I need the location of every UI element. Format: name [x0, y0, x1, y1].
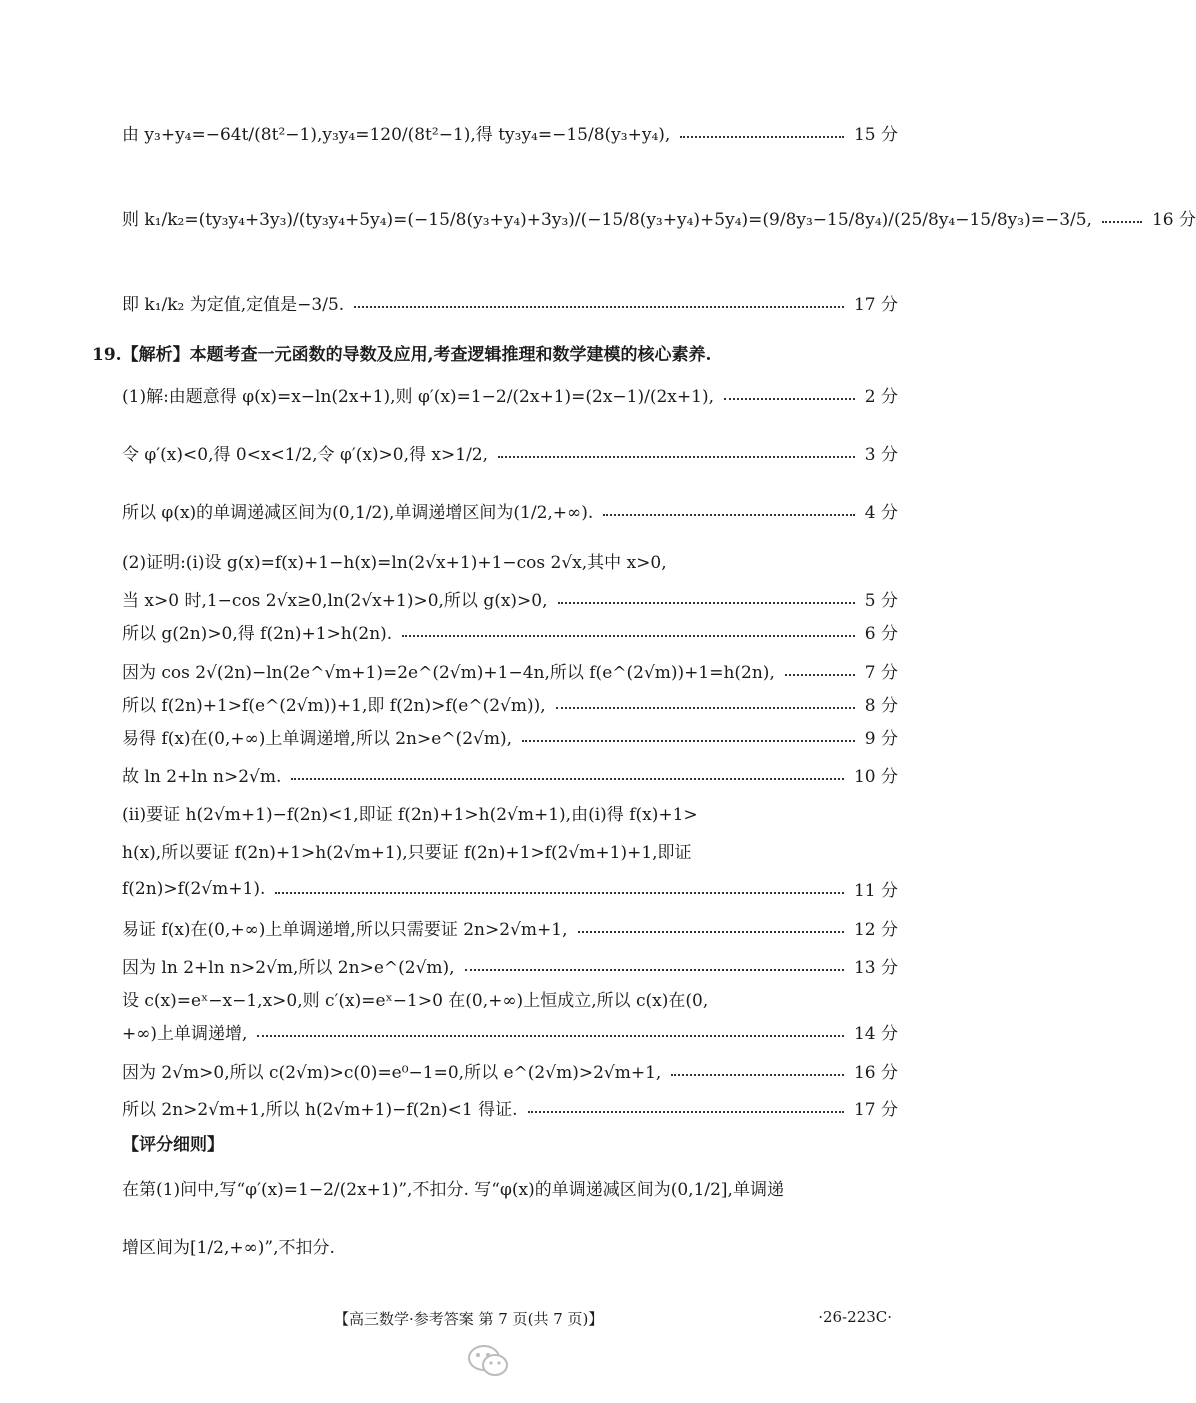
solution-line [122, 691, 898, 716]
solution-line [122, 762, 898, 787]
score-label: 13 分 [853, 958, 898, 978]
solution-text: 即 k₁/k₂ 为定值,定值是−3/5. [122, 295, 345, 315]
text-line: h(x),所以要证 f(2n)+1>h(2√m+1),只要证 f(2n)+1>f(2√m+1)+1,即证 [122, 843, 692, 863]
solution-text: 则 k₁/k₂=(ty₃y₄+3y₃)/(ty₃y₄+5y₄)=(−15/8(y₃+y₄)+3y₃)/(−15/8(y₃+y₄)+5y₄)=(9/8y₃−15/8y₄)/(25/8y₄−15/8y₃)=−3/5, [122, 210, 1092, 230]
solution-text: 由 y₃+y₄=−64t/(8t²−1),y₃y₄=120/(8t²−1),得 ty₃y₄=−15/8(y₃+y₄), [122, 125, 671, 145]
solution-line [122, 1095, 898, 1120]
dot-leader [556, 707, 855, 709]
score-label: 17 分 [853, 1100, 898, 1120]
score-label: 8 分 [864, 696, 898, 716]
solution-text: f(2n)>f(2√m+1). [122, 878, 266, 899]
solution-line [122, 915, 898, 940]
dot-leader [498, 456, 855, 458]
solution-text: 令 φ′(x)<0,得 0<x<1/2,令 φ′(x)>0,得 x>1/2, [122, 445, 489, 465]
dot-leader [1102, 221, 1142, 223]
solution-text: 易得 f(x)在(0,+∞)上单调递增,所以 2n>e^(2√m), [122, 729, 512, 749]
score-label: 16 分 [1151, 210, 1196, 230]
solution-text: 因为 2√m>0,所以 c(2√m)>c(0)=e⁰−1=0,所以 e^(2√m)>2√m+1, [122, 1063, 662, 1083]
solution-text: 所以 f(2n)+1>f(e^(2√m))+1,即 f(2n)>f(e^(2√m)), [122, 696, 546, 716]
dot-leader [558, 602, 855, 604]
dot-leader [291, 778, 844, 780]
solution-line [122, 120, 898, 145]
dot-leader [402, 635, 855, 637]
score-label: 6 分 [864, 624, 898, 644]
dot-leader [671, 1074, 844, 1076]
text-line: 设 c(x)=eˣ−x−1,x>0,则 c′(x)=eˣ−1>0 在(0,+∞)上恒成立,所以 c(x)在(0, [122, 991, 709, 1011]
text-line: 增区间为[1/2,+∞)”,不扣分. [122, 1238, 335, 1258]
solution-text: (1)解:由题意得 φ(x)=x−ln(2x+1),则 φ′(x)=1−2/(2x+1)=(2x−1)/(2x+1), [122, 387, 714, 407]
score-label: 12 分 [853, 920, 898, 940]
score-label: 2 分 [864, 387, 898, 407]
solution-text: 因为 cos 2√(2n)−ln(2e^√m+1)=2e^(2√m)+1−4n,所以 f(e^(2√m))+1=h(2n), [122, 663, 775, 683]
dot-leader [354, 306, 844, 308]
text-line: (2)证明:(ⅰ)设 g(x)=f(x)+1−h(x)=ln(2√x+1)+1−cos 2√x,其中 x>0, [122, 553, 667, 573]
text-line: (ⅱ)要证 h(2√m+1)−f(2n)<1,即证 f(2n)+1>h(2√m+1),由(ⅰ)得 f(x)+1> [122, 805, 698, 825]
solution-line [122, 382, 898, 407]
dot-leader [465, 969, 844, 971]
solution-line [122, 953, 898, 978]
score-label: 17 分 [853, 295, 898, 315]
score-label: 16 分 [853, 1063, 898, 1083]
solution-text: 因为 ln 2+ln n>2√m,所以 2n>e^(2√m), [122, 958, 455, 978]
footer-code: ·26-223C· [818, 1308, 892, 1326]
solution-text: 易证 f(x)在(0,+∞)上单调递增,所以只需要证 2n>2√m+1, [122, 920, 568, 940]
solution-text: 所以 2n>2√m+1,所以 h(2√m+1)−f(2n)<1 得证. [122, 1100, 518, 1120]
solution-line [122, 1058, 898, 1083]
score-label: 5 分 [864, 591, 898, 611]
solution-text: 故 ln 2+ln n>2√m. [122, 767, 282, 787]
solution-line [122, 498, 898, 523]
score-label: 9 分 [864, 729, 898, 749]
solution-line [122, 724, 898, 749]
solution-text: 所以 φ(x)的单调递减区间为(0,1/2),单调递增区间为(1/2,+∞). [122, 503, 594, 523]
solution-line [122, 440, 898, 465]
score-label: 4 分 [864, 503, 898, 523]
solution-line [122, 619, 898, 644]
solution-line [122, 205, 1196, 230]
score-label: 7 分 [864, 663, 898, 683]
dot-leader [257, 1035, 844, 1037]
solution-line [122, 586, 898, 611]
footer-page-info: 【高三数学·参考答案 第 7 页(共 7 页)】 [334, 1310, 604, 1328]
dot-leader [724, 398, 855, 400]
solution-line [122, 1019, 898, 1044]
wechat-icon [466, 1343, 512, 1379]
dot-leader [578, 931, 844, 933]
question-19-heading: 19.【解析】本题考查一元函数的导数及应用,考查逻辑推理和数学建模的核心素养. [92, 345, 712, 365]
dot-leader [603, 514, 855, 516]
solution-line [122, 876, 898, 901]
solution-line [122, 658, 898, 683]
score-label: 3 分 [864, 445, 898, 465]
dot-leader [528, 1111, 844, 1113]
score-label: 10 分 [853, 767, 898, 787]
solution-text: 所以 g(2n)>0,得 f(2n)+1>h(2n). [122, 624, 393, 644]
score-label: 11 分 [853, 881, 898, 901]
grading-title: 【评分细则】 [122, 1135, 224, 1155]
solution-text: +∞)上单调递增, [122, 1024, 248, 1044]
dot-leader [522, 740, 855, 742]
score-label: 14 分 [853, 1024, 898, 1044]
dot-leader [785, 674, 855, 676]
dot-leader [275, 892, 844, 894]
score-label: 15 分 [853, 125, 898, 145]
solution-line [122, 290, 898, 315]
text-line: 在第(1)问中,写“φ′(x)=1−2/(2x+1)”,不扣分. 写“φ(x)的单调递减区间为(0,1/2],单调递 [122, 1180, 784, 1200]
solution-text: 当 x>0 时,1−cos 2√x≥0,ln(2√x+1)>0,所以 g(x)>0, [122, 591, 548, 611]
dot-leader [680, 136, 844, 138]
